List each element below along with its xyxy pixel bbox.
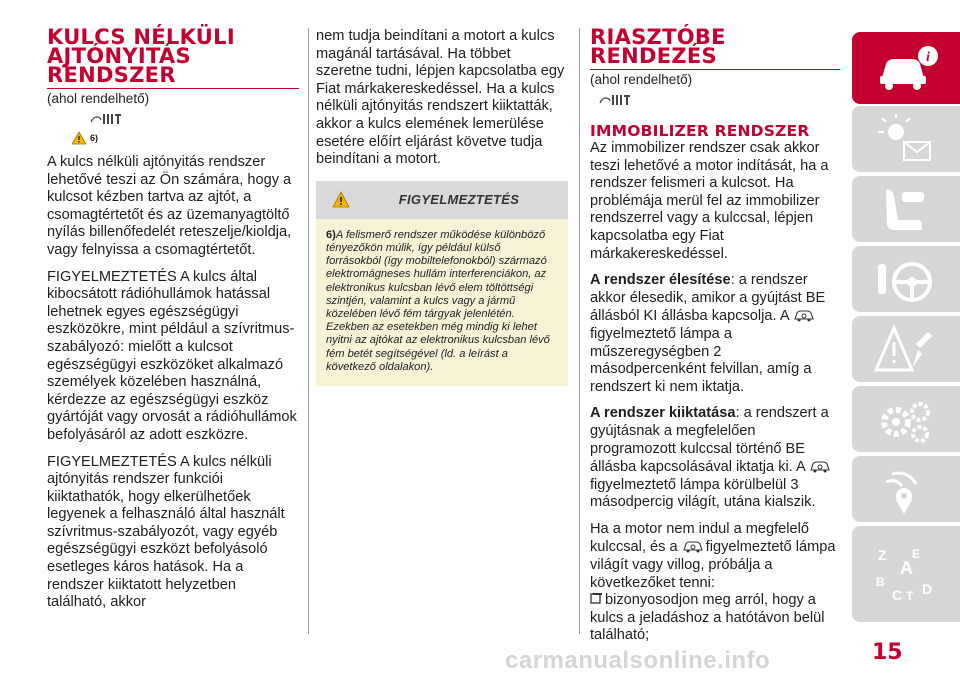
watermark: carmanualsonline.info [505, 647, 771, 674]
steering-icon [872, 254, 942, 310]
availability-note: (ahol rendelhető) [47, 91, 150, 106]
car-key-warning-icon [793, 307, 815, 323]
title-rule [47, 88, 299, 89]
title-line: AJTÓNYITÁS [47, 44, 191, 68]
column-divider [579, 28, 580, 634]
text-span: figyelmeztető lámpa a műszeregységben 2 másodpercenként felvillan, amíg a rendszert ki nem iktatja. [590, 325, 812, 395]
sidebar-item-maintenance[interactable] [852, 386, 960, 452]
car-key-warning-icon [682, 538, 704, 554]
wrench-icon [872, 394, 942, 450]
text-span: figyelmeztető lámpa világít vagy villog, próbálja a következőket tenni: [590, 539, 836, 591]
warning-text: A felismerő rendszer működése különböző tényezőkön múlik, így például külső forrásokból (így mobiltelefonokból) származó elektromágneses hullám interferenciákon, az elektronikus kulcsban lévő elem töltöttségi szintjén, valamint a kulcs vagy a jármű közelében lévő fém tárgyak jelenlétén. Ezekben az esetekben még mindig ki lehet nyitni az ajtókat az elektronikus kulcsban lévő fém betét segítségével (ld. a leírást a következő oldalakon). [326, 228, 550, 373]
sidebar-item-car-info[interactable] [852, 32, 960, 104]
column-continued [316, 28, 568, 386]
svg-text:T: T [906, 589, 914, 603]
warning-box-header [316, 181, 568, 219]
sidebar-item-steering[interactable] [852, 246, 960, 312]
paragraph: FIGYELMEZTETÉS A kulcs nélküli ajtónyitás rendszer funkciói kiiktathatók, hogy elkerülhetőek legyenek a felhasználó által használt szívritmus-szabályozót, vagy egyéb egészségügyi eszközt befolyásoló esetleges káros hatások. Ha a rendszer kiiktatott helyzetben található, akkor [47, 453, 285, 611]
column-alarm [590, 25, 840, 645]
navigation-icon [872, 464, 942, 520]
column-divider [308, 28, 309, 634]
text-span: : a rendszer akkor élesedik, amikor a gyújtást BE állásból KI állásba kapcsolja. A [590, 272, 826, 325]
fiat-logo-icon [89, 111, 123, 127]
warning-box [316, 181, 568, 386]
text-span: : a rendszert a gyújtásnak a megfelelően programozott kulccsal történő BE állásba kapcsolásával iktatja ki. A [590, 405, 829, 476]
sidebar-item-navigation[interactable] [852, 456, 960, 522]
text-span: figyelmeztető lámpa körülbelül 3 másodpercig világít, utána kialszik. [590, 476, 816, 511]
title-rule [590, 69, 840, 70]
bold-term: A rendszer kiiktatása [590, 405, 736, 422]
title-line: RENDSZER [47, 63, 176, 87]
sidebar-item-index[interactable] [852, 526, 960, 622]
title-line: RIASZTÓBE [590, 25, 726, 49]
paragraph: Az immobilizer rendszer csak akkor teszi lehetővé a motor indítását, ha a rendszer felismeri a kulcsot. Ha problémája merül fel az immobilizer rendszerrel vagy a kulccsal, lépjen kapcsolatba egy Fiat márkakereskedéssel. [590, 140, 829, 262]
paragraph [590, 405, 840, 512]
paragraph: A kulcs nélküli ajtónyitás rendszer lehetővé teszi az Ön számára, hogy a kulcsot kézben tartva az ajtót, a csomagtértetőt és az üzemanyagtöltő nyílás billenőfedelét reteszelje/kioldja, vagy felnyissa a csomagtértetőt. [47, 154, 292, 258]
warning-reference [71, 131, 299, 145]
warning-triangle-icon [71, 131, 87, 145]
warning-ref-label: 6) [326, 228, 336, 241]
svg-text:A: A [900, 558, 913, 578]
warning-triangle-icon [872, 324, 942, 380]
paragraph [590, 272, 840, 396]
sidebar-item-lights[interactable] [852, 106, 960, 172]
text-span: Ha a motor nem indul a megfelelő kulccsal, és a [590, 520, 810, 556]
title-line: KULCS NÉLKÜLI [47, 25, 235, 49]
warning-triangle-icon [332, 191, 350, 209]
lights-icon [872, 114, 942, 170]
svg-text:C: C [892, 587, 903, 603]
text-span: bizonyosodjon meg arról, hogy a kulcs a jeladáshoz a hatótávon belül található; [590, 592, 825, 644]
column-keyless-entry [47, 25, 299, 612]
warning-box-text [316, 219, 568, 374]
availability-note: (ahol rendelhető) [590, 72, 693, 87]
title-line: RENDEZÉS [590, 44, 717, 68]
svg-text:i: i [926, 50, 930, 65]
chapter-sidebar [852, 0, 960, 678]
bullet-square-icon [590, 593, 602, 605]
bold-term: A rendszer élesítése [590, 272, 731, 289]
paragraph: nem tudja beindítani a motort a kulcs magánál tartásával. Ha többet szeretne tudni, lépjen kapcsolatba egy Fiat márkakereskedéssel. Ha a kulcs nélküli ajtónyitás rendszert kiiktatták, akkor a kulcs elemének lemerülése esetére előírt eljárást követve tudja beindítani a motort. [316, 28, 565, 168]
paragraph [590, 521, 840, 592]
sidebar-item-warnings[interactable] [852, 316, 960, 382]
index-icon [872, 534, 942, 614]
svg-text:E: E [912, 547, 921, 561]
svg-text:B: B [876, 575, 885, 589]
svg-text:D: D [922, 581, 933, 597]
warning-box-title: FIGYELMEZTETÉS [398, 192, 520, 208]
paragraph: FIGYELMEZTETÉS A kulcs által kibocsátott rádióhullámok hatással lehetnek egyes egészségügyi eszközökre, mint például a szívritmus-szabályozó: mielőtt a kulcsot egészségügyi eszközöket alkalmazó személyek közelében használná, kérdezze az egészségügyi eszköz gyártóját vagy orvosát a rádióhullámok befolyásáról az adott eszközre. [47, 268, 297, 443]
subsection-title-immobilizer: IMMOBILIZER RENDSZER [590, 122, 810, 140]
fiat-logo-icon [598, 92, 632, 108]
sidebar-item-seat[interactable] [852, 176, 960, 242]
page-number: 15 [872, 640, 903, 665]
car-key-warning-icon [809, 458, 831, 474]
section-title-alarm [590, 25, 840, 68]
seat-icon [872, 184, 942, 240]
warning-ref-label: 6) [90, 133, 99, 143]
section-title-keyless [47, 25, 299, 87]
bullet-item [590, 592, 840, 645]
car-info-icon [872, 40, 942, 96]
svg-text:Z: Z [878, 547, 887, 563]
